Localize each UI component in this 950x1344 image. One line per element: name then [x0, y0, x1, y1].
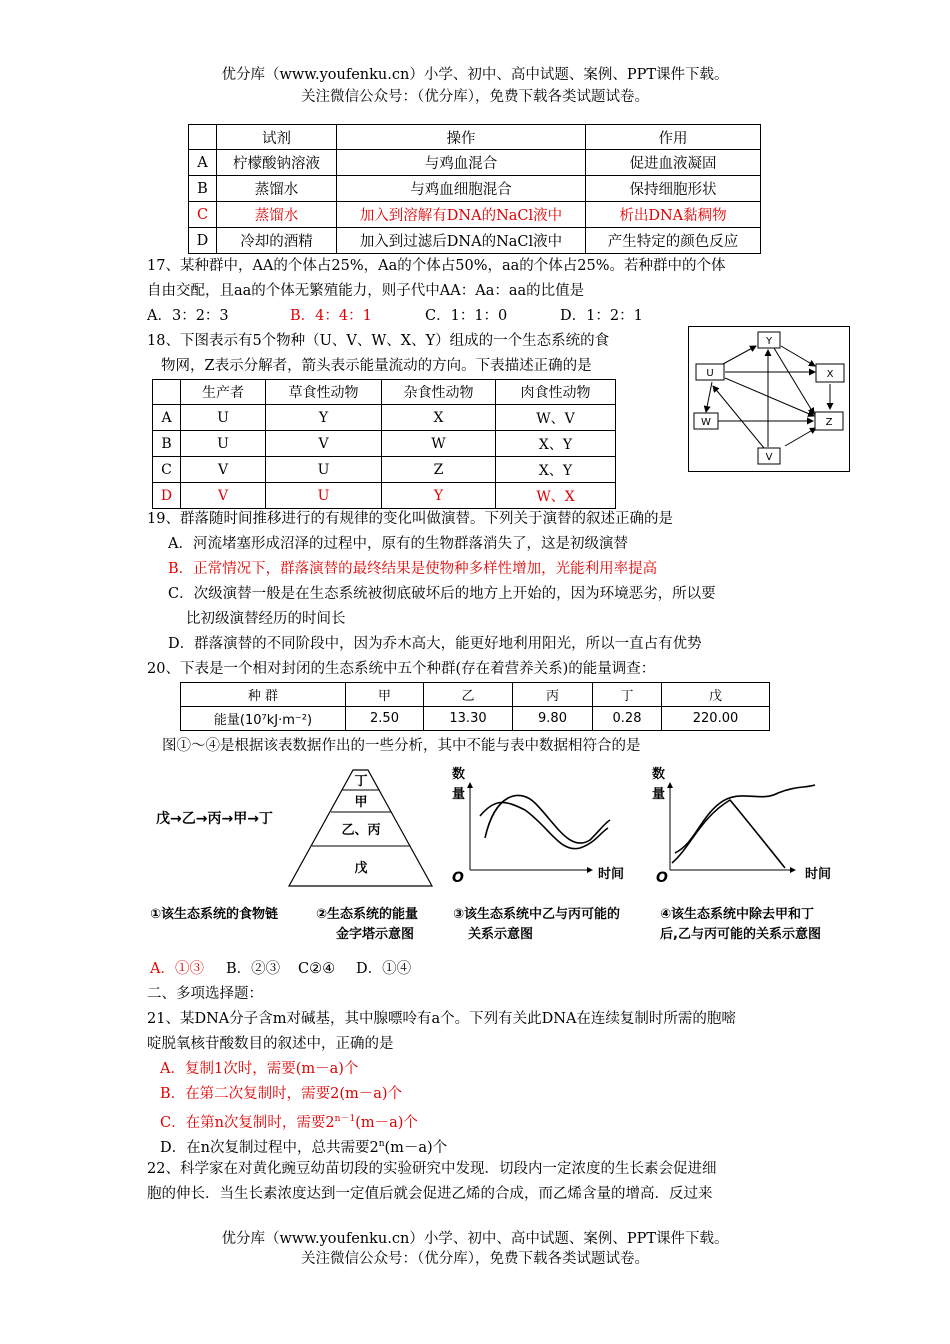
q16-cell-answer: 蒸馏水 [217, 202, 337, 228]
fig2-pyramid [289, 770, 432, 886]
fig3-chart [452, 766, 624, 886]
pyramid-level-jia: 甲 [354, 795, 368, 810]
q16-cell: B [189, 176, 217, 202]
fig4-caption-2: 后,乙与丙可能的关系示意图 [660, 927, 821, 942]
q18-cell: X [382, 405, 496, 431]
fig4-ylabel-2: 量 [652, 787, 666, 802]
q16-cell: 加入到过滤后DNA的NaCl液中 [337, 228, 586, 254]
q20-option-d: D．①④ [356, 961, 412, 977]
q19-option-d: D．群落演替的不同阶段中，因为乔木高大，能更好地利用阳光，所以一直占有优势 [168, 636, 702, 652]
q20-table [180, 682, 770, 731]
q18-cell-answer: U [266, 483, 382, 509]
fig2-caption-1: ②生态系统的能量 [316, 907, 419, 922]
node-x-label: X [826, 369, 834, 380]
q20-row-label: 能量(10⁷kJ·m⁻²) [181, 707, 346, 731]
q18-head: 草食性动物 [266, 380, 382, 405]
q17-stem-2: 自由交配，且aa的个体无繁殖能力，则子代中AA：Aa：aa的比值是 [147, 283, 585, 299]
q19-stem: 19、群落随时间推移进行的有规律的变化叫做演替。下列关于演替的叙述正确的是 [147, 511, 673, 527]
fig4-ylabel-1: 数 [652, 767, 666, 782]
arrow-y-z [774, 348, 814, 414]
header-line-2: 关注微信公众号：（优分库），免费下载各类试题试卷。 [301, 89, 649, 105]
q19-option-b: B．正常情况下，群落演替的最终结果是使物种多样性增加，光能利用率提高 [168, 561, 658, 577]
q21-option-c-tail: (m－a)个 [355, 1114, 418, 1131]
q17-option-d: D．1：2：1 [560, 308, 643, 324]
node-v-label: V [765, 452, 773, 463]
q16-cell: 保持细胞形状 [586, 176, 761, 202]
q20-head: 种 群 [181, 683, 346, 707]
q18-cell: W、V [496, 405, 616, 431]
node-w-label: W [701, 417, 711, 428]
q16-head-operation: 操作 [337, 125, 586, 150]
q18-cell: X、Y [496, 457, 616, 483]
q16-cell: 与鸡血混合 [337, 150, 586, 176]
arrow-u-z [725, 378, 814, 416]
q17-option-a: A．3：2：3 [147, 308, 229, 324]
q21-option-c-exponent: n－1 [334, 1114, 356, 1124]
q18-cell: U [181, 431, 266, 457]
q20-option-a: A．①③ [150, 961, 204, 977]
q18-cell: Y [266, 405, 382, 431]
fig4-origin: O [656, 870, 668, 886]
q20-value: 220.00 [662, 707, 770, 731]
fig3-xlabel: 时间 [598, 867, 625, 882]
q20-note: 图①～④是根据该表数据作出的一些分析，其中不能与表中数据相符合的是 [162, 738, 641, 754]
arrow-u-y [723, 346, 756, 364]
arrow-v-z [785, 428, 816, 446]
fig4-chart [652, 766, 831, 886]
q21-stem-2: 啶脱氧核苷酸数目的叙述中，正确的是 [147, 1036, 394, 1052]
q16-head-reagent: 试剂 [217, 125, 337, 150]
node-z-label: Z [825, 417, 833, 428]
fig3-ylabel-2: 量 [452, 787, 466, 802]
q16-cell: 产生特定的颜色反应 [586, 228, 761, 254]
q19-option-a: A．河流堵塞形成沼泽的过程中，原有的生物群落消失了，这是初级演替 [168, 536, 628, 552]
q21-option-d-tail: (m－a)个 [384, 1139, 448, 1156]
fig2-caption-2: 金字塔示意图 [336, 927, 415, 942]
fig3-ylabel-1: 数 [452, 767, 466, 782]
q20-figures [140, 758, 850, 958]
q16-cell: A [189, 150, 217, 176]
q20-head: 丙 [513, 683, 593, 707]
footer-line-1: 优分库（www.youfenku.cn）小学、初中、高中试题、案例、PPT课件下载。 [221, 1231, 729, 1247]
q20-head: 乙 [424, 683, 513, 707]
q16-cell: D [189, 228, 217, 254]
food-web-diagram [688, 326, 850, 472]
fig3-curve-2 [480, 802, 608, 848]
q17-option-c: C．1：1：0 [425, 308, 508, 324]
q16-cell-answer: 析出DNA黏稠物 [586, 202, 761, 228]
q22-stem-2: 胞的伸长．当生长素浓度达到一定值后就会促进乙烯的合成，而乙烯含量的增高．反过来 [147, 1186, 713, 1202]
q16-table [188, 124, 761, 254]
node-y-label: Y [765, 336, 773, 347]
fig4-xlabel: 时间 [805, 867, 832, 882]
fig3-caption-1: ③该生态系统中乙与丙可能的 [453, 907, 621, 922]
q21-option-b: B．在第二次复制时，需要2(m－a)个 [160, 1086, 403, 1102]
q18-cell: U [266, 457, 382, 483]
q20-value: 13.30 [424, 707, 513, 731]
q16-cell: 与鸡血细胞混合 [337, 176, 586, 202]
q18-head [153, 380, 181, 405]
q20-value: 0.28 [593, 707, 662, 731]
q20-head: 戊 [662, 683, 770, 707]
q20-head: 丁 [593, 683, 662, 707]
q18-cell-answer: W、X [496, 483, 616, 509]
node-u-label: U [706, 368, 714, 379]
q18-table [152, 379, 616, 509]
q21-option-d-text: D．在n次复制过程中，总共需要2 [160, 1139, 379, 1156]
q18-cell: V [266, 431, 382, 457]
q17-option-b: B．4：4：1 [290, 308, 372, 324]
fig3-caption-2: 关系示意图 [468, 927, 534, 942]
q18-cell: Z [382, 457, 496, 483]
arrow-u-w [706, 382, 712, 412]
q20-head: 甲 [346, 683, 424, 707]
q18-head: 肉食性动物 [496, 380, 616, 405]
footer-line-2: 关注微信公众号：（优分库），免费下载各类试题试卷。 [301, 1251, 649, 1267]
q18-cell: X、Y [496, 431, 616, 457]
q18-stem-2: 物网，Z表示分解者，箭头表示能量流动的方向。下表描述正确的是 [161, 358, 592, 374]
q16-cell-answer: 加入到溶解有DNA的NaCl液中 [337, 202, 586, 228]
q18-cell: V [181, 457, 266, 483]
pyramid-level-yi-bing: 乙、丙 [341, 823, 381, 838]
q17-stem-1: 17、某种群中，AA的个体占25%，Aa的个体占50%，aa的个体占25%。若种群中的个体 [147, 258, 726, 274]
header-line-1: 优分库（www.youfenku.cn）小学、初中、高中试题、案例、PPT课件下载。 [221, 67, 729, 83]
arrow-y-x [781, 346, 815, 366]
q16-head-blank [189, 125, 217, 150]
section-2-title: 二、多项选择题： [147, 986, 263, 1002]
q16-cell: 促进血液凝固 [586, 150, 761, 176]
q18-cell-answer: Y [382, 483, 496, 509]
q21-option-d [160, 1133, 447, 1159]
q18-cell: A [153, 405, 181, 431]
q18-head: 生产者 [181, 380, 266, 405]
q20-stem: 20、下表是一个相对封闭的生态系统中五个种群(存在着营养关系)的能量调查： [147, 661, 656, 677]
fig3-origin: O [452, 870, 464, 886]
q18-cell: C [153, 457, 181, 483]
q16-cell: 柠檬酸钠溶液 [217, 150, 337, 176]
pyramid-level-wu: 戊 [354, 861, 368, 876]
q21-option-a: A．复制1次时，需要(m－a)个 [160, 1061, 359, 1077]
q20-value: 2.50 [346, 707, 424, 731]
arrow-v-u [713, 386, 764, 448]
q21-option-c [160, 1108, 418, 1134]
fig1-food-chain: 戊→乙→丙→甲→丁 [156, 811, 273, 827]
pyramid-level-ding: 丁 [354, 774, 368, 789]
q18-cell: B [153, 431, 181, 457]
q16-cell: 冷却的酒精 [217, 228, 337, 254]
fig4-curve-2 [672, 800, 785, 868]
q21-option-d-exponent: n [378, 1139, 385, 1149]
q20-option-b: B．②③ [226, 961, 281, 977]
fig4-caption-1: ④该生态系统中除去甲和丁 [660, 907, 815, 922]
q18-cell-answer: V [181, 483, 266, 509]
q20-value: 9.80 [513, 707, 593, 731]
q18-head: 杂食性动物 [382, 380, 496, 405]
q16-head-function: 作用 [586, 125, 761, 150]
fig1-caption: ①该生态系统的食物链 [150, 907, 279, 922]
q18-stem-1: 18、下图表示有5个物种（U、V、W、X、Y）组成的一个生态系统的食 [147, 333, 610, 349]
q18-cell-answer: D [153, 483, 181, 509]
q18-cell: U [181, 405, 266, 431]
q21-option-c-text: C．在第n次复制时，需要2 [160, 1114, 335, 1131]
q16-cell: 蒸馏水 [217, 176, 337, 202]
q19-option-c-2: 比初级演替经历的时间长 [186, 611, 346, 627]
q18-cell: W [382, 431, 496, 457]
q21-stem-1: 21、某DNA分子含m对碱基，其中腺嘌呤有a个。下列有关此DNA在连续复制时所需的胞嘧 [147, 1011, 736, 1027]
q16-cell-answer: C [189, 202, 217, 228]
q19-option-c-1: C．次级演替一般是在生态系统被彻底破坏后的地方上开始的，因为环境恶劣，所以要 [168, 586, 716, 602]
q20-option-c: C②④ [298, 961, 336, 977]
q22-stem-1: 22、科学家在对黄化豌豆幼苗切段的实验研究中发现．切段内一定浓度的生长素会促进细 [147, 1161, 717, 1177]
